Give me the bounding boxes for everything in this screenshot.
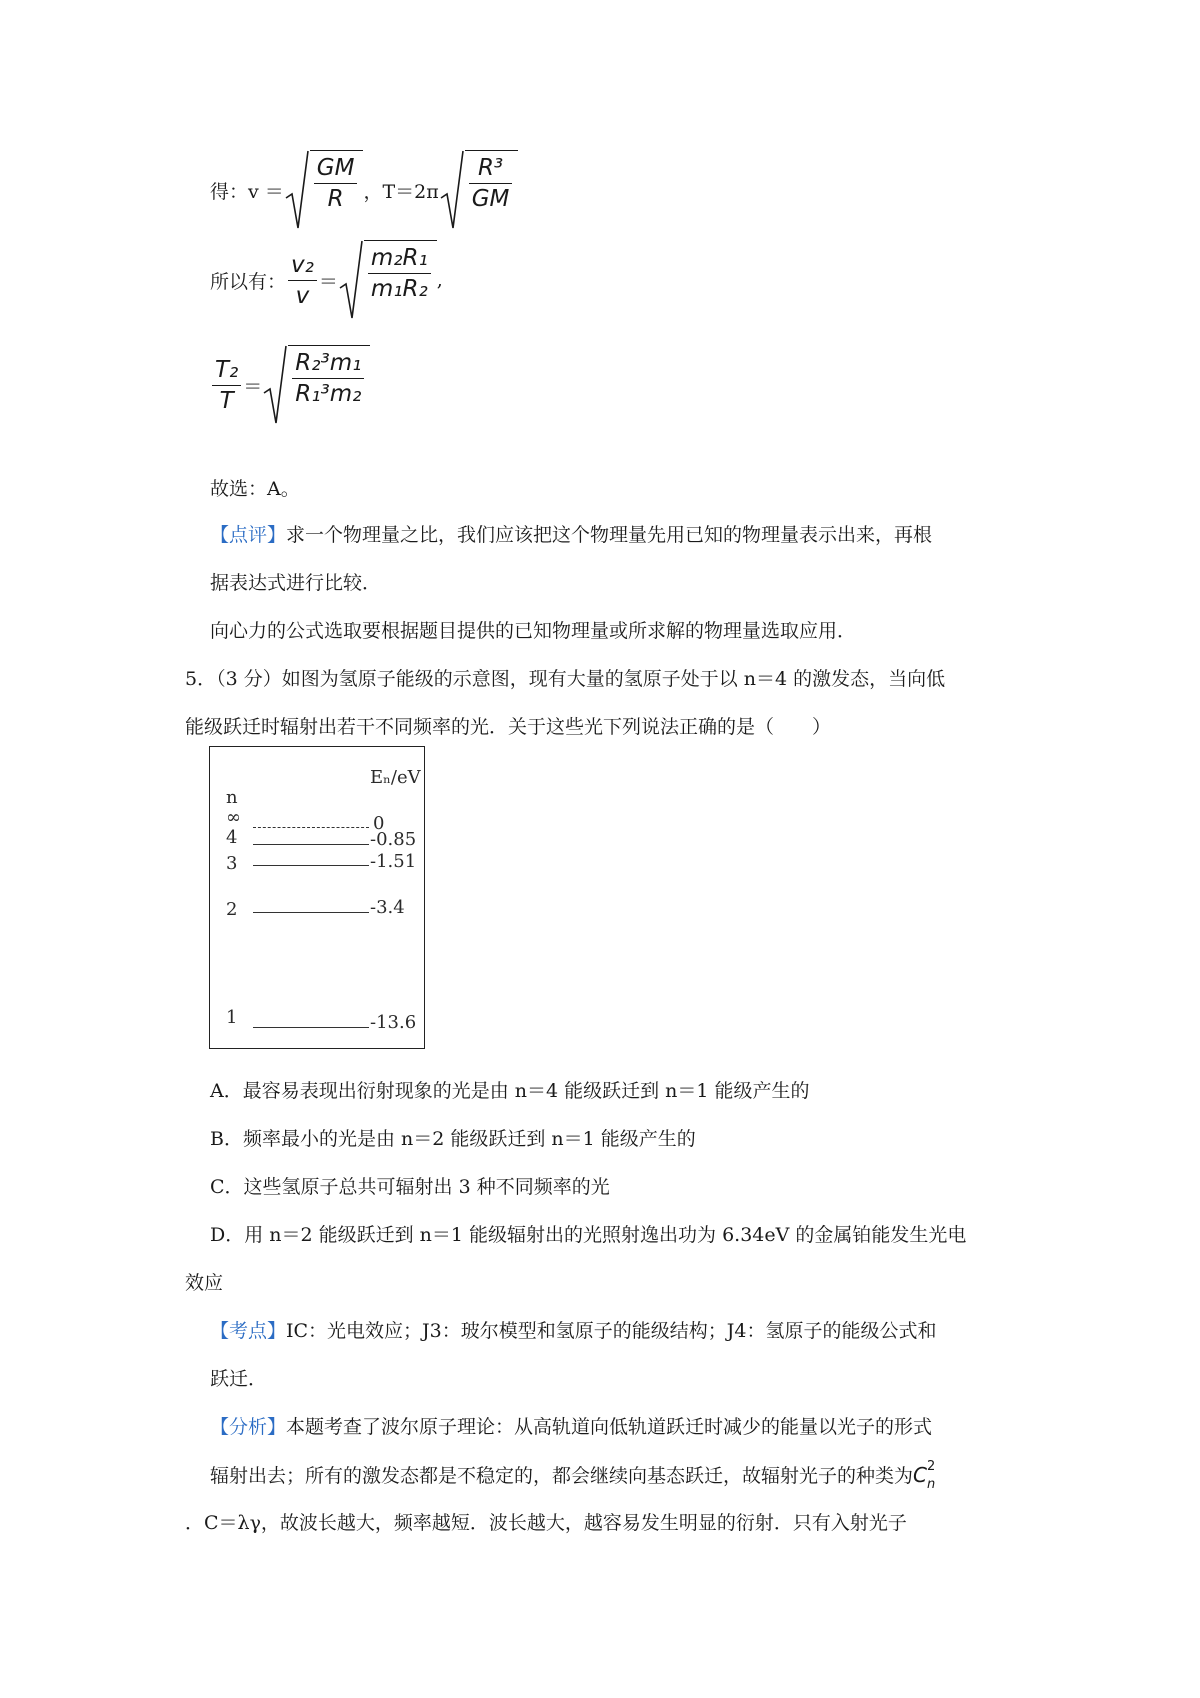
- option-b: B．频率最小的光是由 n＝2 能级跃迁到 n＝1 能级产生的: [210, 1128, 696, 1150]
- dianping-text: 求一个物理量之比，我们应该把这个物理量先用已知的物理量表示出来，再根: [286, 524, 933, 546]
- kaodian-tag: 【考点】: [210, 1320, 287, 1342]
- formula-suffix: ,: [436, 269, 443, 291]
- dianping-tag: 【点评】: [210, 524, 287, 546]
- radical-icon: [262, 345, 288, 425]
- fraction-numerator: T₂: [215, 356, 239, 383]
- option-d-line-2: 效应: [185, 1272, 224, 1294]
- option-d-line-1: D．用 n＝2 能级跃迁到 n＝1 能级辐射出的光照射逸出功为 6.34eV 的金属铂能发生光电: [210, 1224, 967, 1246]
- formula-prefix: 得：v ＝: [210, 180, 284, 203]
- sqrt-gm-r: [284, 150, 364, 230]
- question-line-2: 能级跃迁时辐射出若干不同频率的光．关于这些光下列说法正确的是（ ）: [185, 716, 832, 738]
- fenxi-line-2: [210, 1459, 936, 1492]
- level-e-2: -3.4: [370, 897, 405, 918]
- fraction-denominator: m₁R₂: [370, 276, 428, 302]
- sqrt-r3-gm: [439, 150, 519, 230]
- answer-line: 故选：A。: [210, 478, 300, 500]
- ratio-v-fraction: [288, 250, 317, 311]
- formula-t-prefix: ，T＝2π: [363, 180, 439, 203]
- equals-sign: ＝: [318, 270, 338, 293]
- radical-icon: [338, 240, 364, 320]
- fenxi-text: 本题考查了波尔原子理论：从高轨道向低轨道跃迁时减少的能量以光子的形式: [286, 1416, 933, 1438]
- level-n-1: 1: [226, 1007, 238, 1028]
- level-n-3: 3: [226, 853, 238, 874]
- fraction-numerator: R₂³m₁: [295, 350, 362, 376]
- level-line-2: [253, 912, 369, 913]
- fraction-numerator: m₂R₁: [370, 245, 428, 271]
- fraction-numerator: GM: [316, 155, 355, 181]
- level-line-1: [253, 1027, 369, 1028]
- formula-prefix: 所以有：: [210, 270, 287, 293]
- fraction-denominator: GM: [471, 186, 510, 212]
- level-line-4: [253, 844, 369, 845]
- option-a: A．最容易表现出衍射现象的光是由 n＝4 能级跃迁到 n＝1 能级产生的: [210, 1080, 810, 1102]
- fenxi-line-1: [210, 1414, 932, 1440]
- sqrt-m-r: [338, 240, 437, 320]
- level-n-2: 2: [226, 899, 238, 920]
- radical-icon: [284, 150, 310, 230]
- radical-icon: [439, 150, 465, 230]
- level-n-4: 4: [226, 827, 238, 848]
- ratio-t-fraction: [212, 355, 241, 416]
- level-e-4: -0.85: [370, 829, 417, 850]
- n-axis-label: n: [226, 787, 238, 808]
- level-line-3: [253, 865, 369, 866]
- fraction-denominator: T: [219, 387, 234, 414]
- energy-axis-label: Eₙ/eV: [370, 767, 421, 788]
- level-e-inf: 0: [373, 813, 385, 834]
- fraction-denominator: R: [327, 186, 344, 212]
- energy-level-diagram: [209, 746, 425, 1049]
- fenxi-tag: 【分析】: [210, 1416, 287, 1438]
- dianping-line-1: [210, 522, 932, 548]
- equals-sign: ＝: [243, 375, 263, 398]
- question-line-1: 5．（3 分）如图为氢原子能级的示意图，现有大量的氢原子处于以 n＝4 的激发态，当向低: [185, 668, 946, 690]
- combination-sup: 2: [927, 1459, 936, 1474]
- fenxi-line-3: ．C＝λγ，故波长越大，频率越短．波长越大，越容易发生明显的衍射．只有入射光子: [185, 1512, 907, 1534]
- formula-ratio-v: [210, 240, 443, 320]
- kaodian-text: IC：光电效应；J3：玻尔模型和氢原子的能级结构；J4：氢原子的能级公式和: [286, 1320, 937, 1342]
- combination-sub: n: [927, 1477, 936, 1492]
- level-e-1: -13.6: [370, 1012, 417, 1033]
- level-e-3: -1.51: [370, 851, 417, 872]
- combination-symbol: [913, 1459, 936, 1492]
- level-line-inf: [253, 827, 369, 828]
- formula-ratio-t: [210, 345, 370, 425]
- fenxi-text-2: 辐射出去；所有的激发态都是不稳定的，都会继续向基态跃迁，故辐射光子的种类为: [210, 1465, 914, 1487]
- dianping-line-3: 向心力的公式选取要根据题目提供的已知物理量或所求解的物理量选取应用．: [210, 620, 857, 642]
- kaodian-line-1: [210, 1318, 936, 1344]
- sqrt-r3-m: [262, 345, 370, 425]
- combination-c: C: [913, 1463, 927, 1487]
- kaodian-line-2: 跃迁．: [210, 1368, 268, 1390]
- fraction-denominator: v: [295, 282, 310, 309]
- fraction-numerator: R³: [477, 155, 504, 181]
- fraction-numerator: v₂: [291, 251, 314, 278]
- dianping-line-2: 据表达式进行比较．: [210, 572, 382, 594]
- formula-v-t: [210, 150, 518, 230]
- level-n-inf: ∞: [226, 807, 241, 828]
- option-c: C．这些氢原子总共可辐射出 3 种不同频率的光: [210, 1176, 610, 1198]
- fraction-denominator: R₁³m₂: [295, 381, 362, 407]
